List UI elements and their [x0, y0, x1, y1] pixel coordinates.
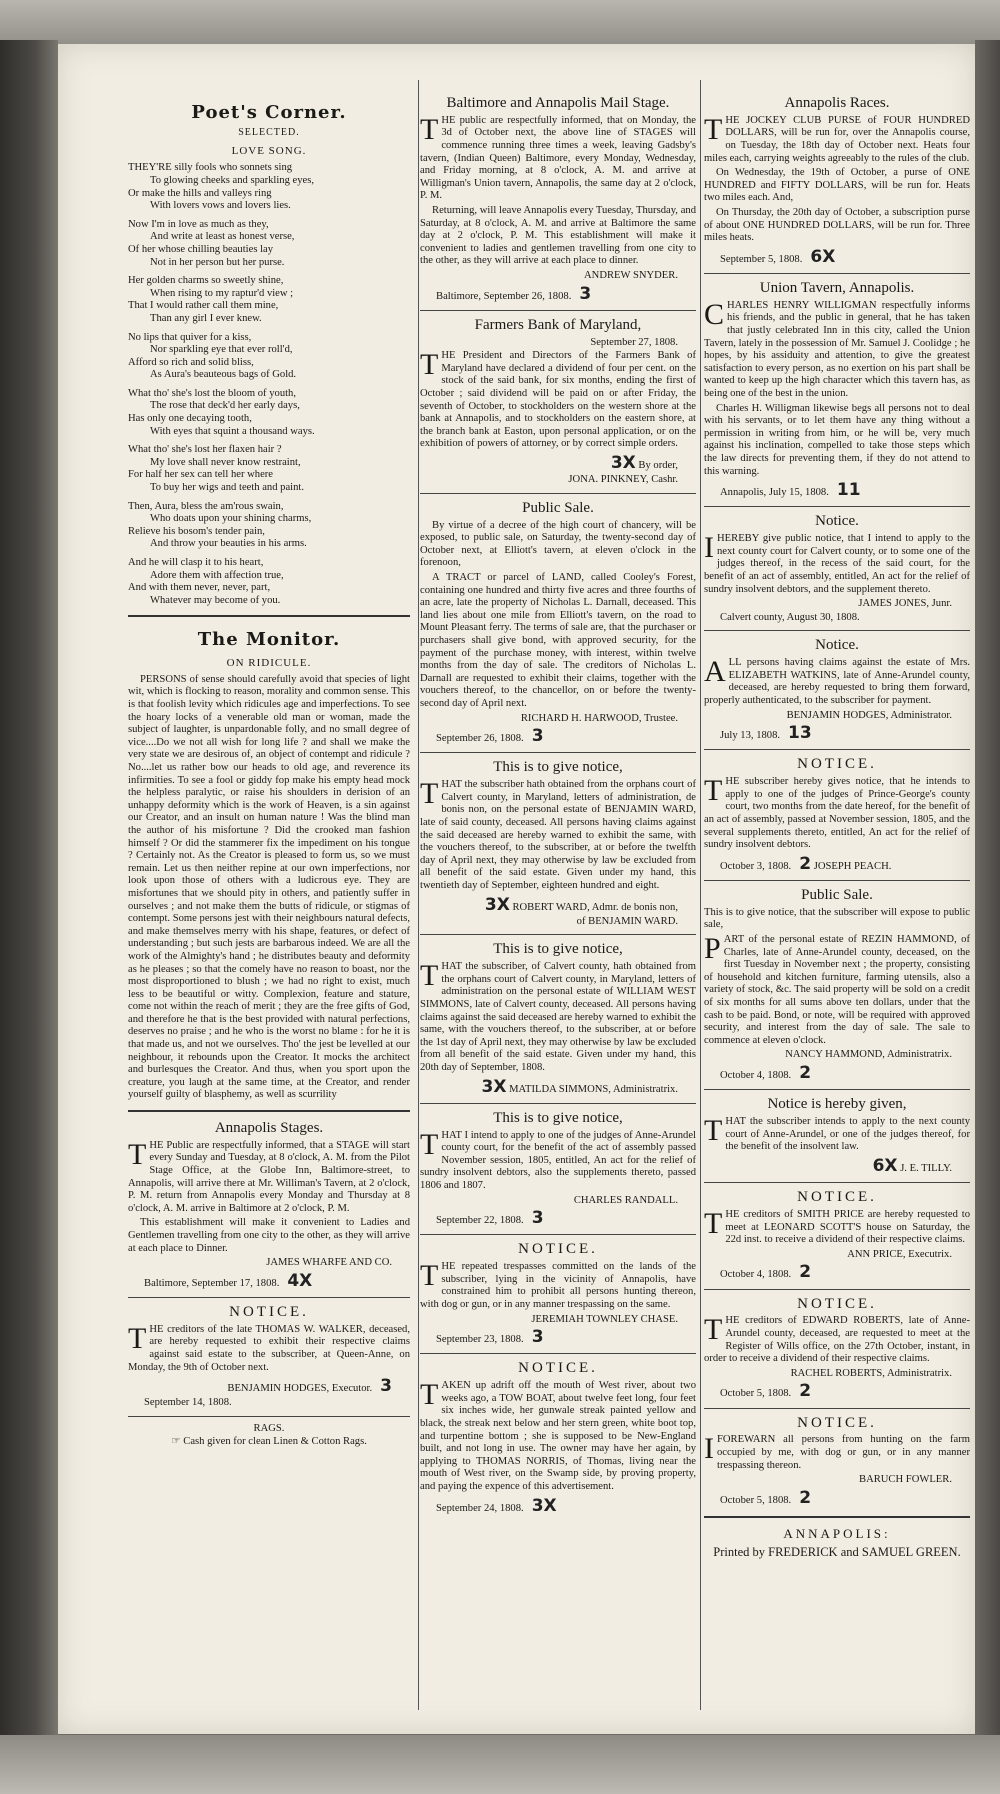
notice-date: September 23, 1808. — [436, 1334, 524, 1346]
section-divider — [128, 1416, 410, 1417]
dropcap: T — [420, 777, 439, 811]
notice-signature: RACHEL ROBERTS, Administratrix. — [790, 1367, 952, 1379]
section-divider — [420, 752, 696, 753]
notice-text: ART of the personal estate of REZIN HAMMOND, of Charles, late of Anne-Arundel county, deceased, on the first Tuesday in November next ; the property, consisting of household and kitchen furniture, farming utensils, also a variety of stock, &c. The said property will be sold on a credit of six months for all sums above ten dollars, under that the cash to be paid. Bond, or note, will be required with approved security, and interest from the day of sale. The sale to commence at eleven o'clock. — [704, 934, 970, 1046]
notice-date: October 4, 1808. — [720, 1070, 792, 1081]
notice-date: October 5, 1808. — [720, 1494, 792, 1506]
notice-text: HAT I intend to apply to one of the judges of Anne-Arundel county court, for the benefit of the act of assembly passed November session, 1805, entitled, An act for the relief of sundry insolvent debtors, also the supplements thereto, passed 1806 and 1807. — [420, 1129, 696, 1191]
public-sale-heading: Public Sale. — [801, 887, 873, 904]
monitor-subheading: ON RIDICULE. — [226, 656, 312, 669]
handwritten-mark: 11 — [836, 480, 861, 501]
stages-heading: Annapolis Stages. — [214, 1120, 324, 1137]
notice-text: AKEN up adrift off the mouth of West river, about two weeks ago, a TOW BOAT, about twelve feet long, four feet six inches wide, her gunwale streak painted yellow and black, the streak next below and her stern green, white boot top, and turpentine bottom ; she is supposed to be New-England built, and not long in use. The owner may have her again, by applying to THOMAS NORRIS, of Thomas, living near the mouth of West river, on the Swamp side, by proving property, and paying the expence of this advertisement. — [420, 1380, 696, 1492]
poem-line: The rose that deck'd her early days, — [150, 400, 300, 412]
handwritten-mark: 4X — [287, 1270, 313, 1291]
notice-heading: NOTICE. — [797, 1414, 877, 1431]
dropcap: T — [420, 959, 439, 993]
notice-date: October 5, 1808. — [720, 1388, 792, 1400]
poem-line: To glowing cheeks and sparkling eyes, — [150, 174, 315, 186]
column-3 — [704, 90, 970, 1561]
poem-line: My love shall never know restraint, — [150, 456, 301, 468]
dropcap: P — [704, 932, 721, 966]
ad-text: On Thursday, the 20th day of October, a subscription purse of about ONE HUNDRED DOLLARS, will be run for. Three miles heats. — [704, 207, 970, 244]
notice-text: HE President and Directors of the Farmers Bank of Maryland have declared a dividend of four per cent. on the stock of the said bank, for six months, ending the first of October ; said dividend will be paid on or after Friday, the seventh of October, to stockholders on the western shore at the bank at Annapolis, and to stockholders on the eastern shore, at the branch bank at Easton, upon personal application, or on the exhibition of powers of attorney, or by correct simple orders. — [420, 350, 696, 450]
poem-line: That I would rather call them mine, — [128, 300, 279, 312]
poem-line: When rising to my raptur'd view ; — [150, 287, 294, 299]
handwritten-mark: 3X — [481, 1076, 507, 1097]
notice-heading: NOTICE. — [229, 1304, 309, 1321]
notice-date: October 4, 1808. — [720, 1269, 792, 1281]
by-order: By order, — [638, 459, 678, 471]
handwritten-mark: 3 — [531, 726, 544, 747]
poem-line: With lovers vows and lovers lies. — [150, 200, 291, 212]
section-divider — [420, 1353, 696, 1354]
mail-stage-heading: Baltimore and Annapolis Mail Stage. — [446, 95, 670, 111]
notice-text: A TRACT or parcel of LAND, called Cooley's Forest, containing one hundred and thirty five acres and three fourths of an acre, late the property of Nicholas L. Darnall, deceased. This land lies about one mile from Elliott's tavern, on the road to Mount Pleasant ferry. The terms of sale are, that the purchaser or purchasers shall give bond, with approved security, for the payment of the purchase money, with interest, within twelve months from the day of sale. The creditors of Nicholas L. Darnall are requested to exhibit their claims, together with the vouchers thereof, to the chancellor, on or before the twenty-second day of April next. — [420, 572, 696, 709]
poem-line: For half her sex can tell her where — [128, 469, 274, 481]
bank-heading: Farmers Bank of Maryland, — [474, 316, 642, 333]
ad-text: Charles H. Willigman likewise begs all persons not to deal with his servants, or to let them have any thing without a permission in writing from him, or he will be, very much against his inclination, compelled to take those steps which the law directs for preventing them, if they do not attend to this warning. — [704, 402, 970, 477]
scan-bottom-edge — [0, 1735, 1000, 1794]
monitor-heading: The Monitor. — [197, 629, 341, 651]
notice-text: HE subscriber hereby gives notice, that he intends to apply to one of the judges of Prince-George's county court, two months from the date hereof, for the benefit of an act of assembly, passed at November session, 1805, and the several supplements thereto, entitled, An act for the relief of sundry insolvent debtors. — [704, 776, 970, 851]
handwritten-mark: 2 — [799, 853, 812, 874]
poem-line: With eyes that squint a thousand ways. — [150, 425, 315, 437]
poem — [128, 162, 410, 607]
dropcap: T — [420, 348, 439, 382]
notice-heading: NOTICE. — [797, 1295, 877, 1312]
notice-text: HAT the subscriber, of Calvert county, hath obtained from the orphans court of Calvert county, in Maryland, letters of administration on the personal estate of WILLIAM WEST SIMMONS, late of Calvert county, deceased. All persons having claims against the said deceased are hereby warned to exhibit the same, with the vouchers thereof, to the subscriber, at or before the 1st day of April next, they may otherwise by law be excluded from all benefit of the said estate. Given under my hand, this 20th day of September, 1808. — [420, 961, 696, 1073]
races-heading: Annapolis Races. — [784, 95, 890, 111]
notice-signature: JEREMIAH TOWNLEY CHASE. — [531, 1313, 678, 1325]
column-rule — [700, 80, 701, 1710]
section-divider — [704, 1182, 970, 1183]
poem-line: Then, Aura, bless the am'rous swain, — [128, 500, 284, 512]
stages-ad — [128, 1137, 410, 1255]
handwritten-mark: 3 — [380, 1376, 392, 1397]
poem-line: Than any girl I ever knew. — [150, 312, 262, 324]
notice-heading: NOTICE. — [518, 1360, 598, 1377]
poem-line: And throw your beauties in his arms. — [150, 538, 307, 550]
dropcap: I — [704, 531, 714, 565]
notice-signature: ROBERT WARD, Admr. de bonis non, — [512, 901, 678, 913]
notice-heading: This is to give notice, — [493, 1109, 623, 1126]
notice-date: July 13, 1808. — [720, 730, 781, 742]
dropcap: T — [704, 112, 723, 146]
poem-line: And with them never, never, part, — [128, 582, 271, 594]
selected-label: SELECTED. — [238, 127, 300, 139]
notice-text: HE creditors of the late THOMAS W. WALKER, deceased, are hereby requested to exhibit their respective claims against said estate to the subscriber, at Queen-Anne, on Monday, the 9th of October next. — [128, 1323, 410, 1373]
dropcap: A — [704, 655, 726, 689]
notice-signature: ANN PRICE, Executrix. — [847, 1248, 952, 1260]
poets-corner-heading: Poet's Corner. — [191, 102, 347, 123]
poem-line: Or make the hills and valleys ring — [128, 187, 272, 199]
poem-line: To buy her wigs and teeth and paint. — [150, 482, 305, 494]
poem-title: LOVE SONG. — [231, 145, 307, 158]
notice-text: HAT the subscriber hath obtained from the orphans court of Calvert county, in Maryland, letters of administration, de bonis non, on the personal estate of BENJAMIN WARD, late of said county, deceased. All persons having claims against the said deceased are hereby warned to exhibit the same, with the vouchers thereof, to the subscriber, at or before the twelfth day of April next, they may otherwise by law be excluded from all benefit of the said estate. Given under my hand, this twentieth day of September, eighteen hundred and eight. — [420, 779, 696, 891]
section-divider — [704, 1289, 970, 1290]
notice-signature: J. E. TILLY. — [900, 1162, 952, 1174]
notice-text: HE creditors of SMITH PRICE are hereby requested to meet at LEONARD SCOTT'S house on Saturday, the 22d inst. to receive a dividend of their respective claims. — [725, 1208, 970, 1246]
ad-text: This establishment will make it convenient to Ladies and Gentlemen travelling from one city to the other, as they will arrive at each place to Dinner. — [128, 1217, 410, 1254]
handwritten-mark: 2 — [799, 1063, 812, 1083]
notice-date: October 3, 1808. — [720, 860, 792, 872]
notice-date: Calvert county, August 30, 1808. — [720, 611, 860, 623]
section-divider — [128, 615, 410, 617]
section-divider — [704, 749, 970, 750]
pointing-hand-icon: ☞ — [171, 1435, 184, 1447]
dropcap: T — [704, 1206, 723, 1240]
section-divider — [704, 880, 970, 881]
handwritten-mark: 3X — [484, 894, 510, 915]
handwritten-mark: 6X — [810, 246, 836, 267]
section-divider — [704, 630, 970, 631]
notice-heading: NOTICE. — [797, 756, 877, 773]
poem-line: Adore them with affection true, — [150, 569, 284, 581]
ad-date: Baltimore, September 17, 1808. — [144, 1277, 280, 1289]
section-divider — [704, 1089, 970, 1090]
section-divider — [704, 1408, 970, 1409]
imprint-city: ANNAPOLIS: — [783, 1525, 891, 1541]
section-divider — [420, 493, 696, 494]
notice-signature: CHARLES RANDALL. — [573, 1194, 678, 1206]
notice-signature: BENJAMIN HODGES, Executor. — [227, 1383, 373, 1395]
ad-date: September 5, 1808. — [720, 253, 803, 265]
notice-heading: Notice. — [815, 513, 859, 530]
rags-heading: RAGS. — [253, 1423, 285, 1435]
handwritten-mark: 3 — [531, 1327, 544, 1348]
notice-heading: NOTICE. — [797, 1189, 877, 1206]
dropcap: T — [704, 1114, 723, 1148]
section-divider — [704, 506, 970, 507]
poem-line: Her golden charms so sweetly shine, — [128, 275, 284, 287]
notice-signature: MATILDA SIMMONS, Administratrix. — [509, 1083, 678, 1095]
handwritten-mark: 3X — [531, 1495, 557, 1516]
ad-signature: ANDREW SNYDER. — [584, 269, 678, 281]
section-divider — [420, 934, 696, 935]
ad-signature: JAMES WHARFE AND CO. — [266, 1257, 392, 1269]
column-2 — [420, 90, 696, 1520]
poem-line: What tho' she's lost the bloom of youth, — [128, 387, 297, 399]
dropcap: I — [704, 1432, 714, 1466]
ad-text: HE Public are respectfully informed, that a STAGE will start every Sunday and Tuesday, at 8 o'clock, A. M. from the Pilot Stage Office, at the Globe Inn, Baltimore-street, to Annapolis, will arrive there at Mr. Williman's Tavern, at 2 o'clock, P. M. return from Annapolis every Monday and Thursday at 8 o'clock, A. M. arrive in Baltimore at 2 o'clock, P. M. — [128, 1139, 410, 1214]
scan-right-edge — [975, 40, 1000, 1740]
notice-date: September 22, 1808. — [436, 1215, 524, 1227]
handwritten-mark: 13 — [788, 723, 812, 744]
poem-line: And he will clasp it to his heart, — [128, 557, 264, 568]
notice-signature: RICHARD H. HARWOOD, Trustee. — [520, 712, 678, 724]
handwritten-mark: 3 — [531, 1208, 544, 1229]
handwritten-mark: 3X — [610, 452, 636, 473]
section-divider — [420, 1103, 696, 1104]
poem-line: Not in her person but her purse. — [150, 256, 285, 268]
poem-line: Afford so rich and solid bliss, — [128, 356, 254, 368]
notice-signature: JAMES JONES, Junr. — [858, 598, 952, 610]
dropcap: T — [420, 1378, 439, 1412]
handwritten-mark: 2 — [799, 1262, 812, 1283]
notice-signature: BARUCH FOWLER. — [859, 1474, 952, 1486]
poem-line: THEY'RE silly fools who sonnets sing — [128, 162, 293, 174]
poem-line: Has only one decaying tooth, — [128, 413, 252, 425]
bank-date: September 27, 1808. — [590, 336, 678, 348]
handwritten-mark: 3 — [579, 283, 592, 304]
dropcap: C — [704, 297, 725, 331]
dropcap: T — [420, 1259, 439, 1293]
notice-text: HAT the subscriber intends to apply to the next county court of Anne-Arundel, or one of the judges thereof, for the benefit of the insolvent law. — [725, 1116, 970, 1153]
section-divider — [420, 310, 696, 311]
handwritten-mark: 6X — [872, 1155, 898, 1176]
dropcap: T — [704, 1313, 723, 1347]
poem-line: Nor sparkling eye that ever roll'd, — [150, 344, 293, 356]
ad-text: Returning, will leave Annapolis every Tuesday, Thursday, and Saturday, at 8 o'clock, A. M. and arrive at Baltimore the same day at 2 o'clock, P. M. This establishment will make it convenient to ladies and gentlemen travelling from one city to the other, as they will arrive at each place to dinner. — [420, 205, 696, 267]
section-divider — [128, 1297, 410, 1298]
poem-line: What tho' she's lost her flaxen hair ? — [128, 444, 282, 456]
ad-text: HE JOCKEY CLUB PURSE of FOUR HUNDRED DOLLARS, will be run for, over the Annapolis course, on Tuesday, the 18th day of October next. Heats four miles each, carrying weights agreeably to the rules of the club. — [704, 114, 970, 164]
notice-date: September 24, 1808. — [436, 1502, 524, 1514]
ad-date: Baltimore, September 26, 1808. — [436, 290, 572, 302]
essay-paragraph: PERSONS of sense should carefully avoid that species of light wit, which is flocking to reason, morality and common sense. This is that foolish levity which ridicules age and imperfections. To see the hoary locks of a venerable old man or woman, made the subject of laughter, is unpardonable folly, and no small degree of vice....Do we not all wish for long life ? and shall we make the very state we are desirous of, an object of contempt and ridicule ? No....let us rather bow our heads to old age, and reverence its infirmities. To see a fool or giddy fop make his empty head mock the helpless paralytic, or raise his shoulders in derision of an unhappy deformity which is the work of Heaven, is a sin against our Creator, and an insult on human nature ! Was the blind man the author of his misfortune ? Did the crooked man fashion himself ? Or did the stammerer fix the impediment on his tongue ? Certainly not. As the Creator is pleased to form us, so we must remain. Let us then neither repine at our own imperfections, nor look upon those of others with a ludicrous eye. They are misfortunes that we should pity in others, and patiently suffer in ourselves ; and not make them the butts of ridicule, or stigmas of contempt. Some persons jest with their neighbours natural defects, and make themselves merry with his shape, features, or defect of understanding ; but such jests are barbarous indeed. We are all the work of the Almighty's hand ; he distributes beauty and deformity as he pleases ; so that the comely have no reason to boast, nor the most disproportioned to blush ; we had no right to exist, much less to be beautiful or witty. Complexion, feature and stature, come not within the reach of merit ; they are the free gifts of God, and therefore he that is the best provided with natural perfections, deserves no praise ; and he who is the worst no blame : for he it is that made us, and not we ourselves. Tho' the jest be levelled at our neighbour, it rebounds upon the Creator. It mocks the architect and burlesques the Creator. And thus, when you sport upon the creature, you laugh at the same time, at the Creator, and render yourself guilty of blasphemy, as well as scurrility — [128, 673, 410, 1101]
notice-text: FOREWARN all persons from hunting on the farm occupied by me, with dog or gun, or in any manner trespassing thereon. — [717, 1434, 970, 1471]
handwritten-mark: 2 — [799, 1381, 812, 1402]
public-sale-heading: Public Sale. — [522, 499, 594, 516]
column-1 — [128, 90, 410, 1448]
dropcap: T — [704, 774, 723, 808]
notice-signature: NANCY HAMMOND, Administratrix. — [785, 1049, 952, 1061]
handwritten-mark: 2 — [799, 1487, 812, 1508]
poem-line: As Aura's beauteous bags of Gold. — [150, 369, 297, 381]
notice-signature: BENJAMIN HODGES, Administrator. — [786, 709, 952, 721]
notice-date: September 26, 1808. — [436, 733, 524, 745]
section-divider — [704, 273, 970, 274]
poem-line: Of her whose chilling beauties lay — [128, 243, 274, 255]
poem-line: Now I'm in love as much as they, — [128, 218, 269, 230]
notice-text: HEREBY give public notice, that I intend to apply to the next county court for Calvert county, or to some one of the judges thereof, in the recess of the said court, for the benefit of an act of assembly, entitled, An act for the relief of sundry insolvent debtors, and the supplement thereto. — [704, 533, 970, 595]
imprint-printer: Printed by FREDERICK and SAMUEL GREEN. — [713, 1545, 961, 1560]
notice-text: HE creditors of EDWARD ROBERTS, late of Anne-Arundel county, deceased, are requested to meet at the Register of Wills office, on the 27th October, instant, in order to receive a dividend of their respective claims. — [704, 1315, 970, 1365]
poem-line: No lips that quiver for a kiss, — [128, 331, 252, 343]
notice-heading: This is to give notice, — [493, 759, 623, 776]
notice-text: LL persons having claims against the estate of Mrs. ELIZABETH WATKINS, late of Anne-Arundel county, deceased, are hereby requested to bring them forward, properly authenticated, to the subscriber for payment. — [704, 657, 970, 706]
notice-signature: JOSEPH PEACH. — [813, 860, 892, 872]
scan-top-edge — [0, 0, 1000, 50]
notice-date: September 14, 1808. — [144, 1397, 232, 1409]
poem-line: Who doats upon your shining charms, — [150, 513, 312, 525]
notice-heading: This is to give notice, — [493, 941, 623, 958]
notice-heading: NOTICE. — [518, 1241, 598, 1258]
rags-text: Cash given for clean Linen & Cotton Rags. — [183, 1435, 367, 1447]
section-divider — [128, 1110, 410, 1112]
ad-text: HARLES HENRY WILLIGMAN respectfully informs his friends, and the public in general, that he has taken that justly celebrated Inn in this city, called the Union Tavern, lately in the possession of Mr. Samuel J. Coolidge ; he hopes, by his assiduity and attention, to give the greatest satisfaction to every person, as no exertion on his part shall be wanted to keep up the high character which this tavern has, as being one of the best in the union. — [704, 299, 970, 399]
poem-line: And write at least as honest verse, — [150, 231, 295, 243]
ad-text: HE public are respectfully informed, that on Monday, the 3d of October next, the above line of STAGES will commence running three times a week, leaving Gadsby's tavern, (Indian Queen) Baltimore, every Monday, Wednesday, and Friday morning, at 8 o'clock, A. M. and arrive at Willigman's Union tavern, Annapolis, the same day at 2 o'clock, P. M. — [420, 114, 696, 202]
notice-heading: Notice. — [815, 637, 859, 654]
monitor-essay — [128, 674, 410, 1102]
poem-line: Whatever may become of you. — [150, 594, 281, 606]
column-rule — [418, 80, 419, 1710]
dropcap: T — [420, 112, 439, 146]
notice-signature: JONA. PINKNEY, Cashr. — [568, 474, 678, 486]
section-divider — [704, 1516, 970, 1518]
poem-line: Relieve his bosom's tender pain, — [128, 525, 265, 537]
dropcap: T — [128, 1137, 147, 1171]
dropcap: T — [128, 1321, 147, 1355]
tavern-heading: Union Tavern, Annapolis. — [759, 280, 915, 296]
notice-intro: This is to give notice, that the subscriber will expose to public sale, — [704, 906, 970, 931]
notice-heading: Notice is hereby given, — [767, 1096, 907, 1113]
binding-spine — [0, 40, 58, 1740]
notice-signature-2: of BENJAMIN WARD. — [576, 915, 678, 927]
notice-text: By virtue of a decree of the high court of chancery, will be exposed, to public sale, on Saturday, the twenty-second day of October next, at Elliott's tavern, at eleven o'clock in the forenoon, — [420, 519, 696, 569]
ad-date: Annapolis, July 15, 1808. — [720, 487, 829, 499]
dropcap: T — [420, 1127, 439, 1161]
notice-text: HE repeated trespasses committed on the lands of the subscriber, lying in the vicinity of Annapolis, have constrained him to prohibit all persons hunting thereon, with dog or gun, or in any manner trespassing on the same. — [420, 1261, 696, 1310]
section-divider — [420, 1234, 696, 1235]
ad-text: On Wednesday, the 19th of October, a purse of ONE HUNDRED and FIFTY DOLLARS, will be run for. Heats two miles each. And, — [704, 167, 970, 204]
